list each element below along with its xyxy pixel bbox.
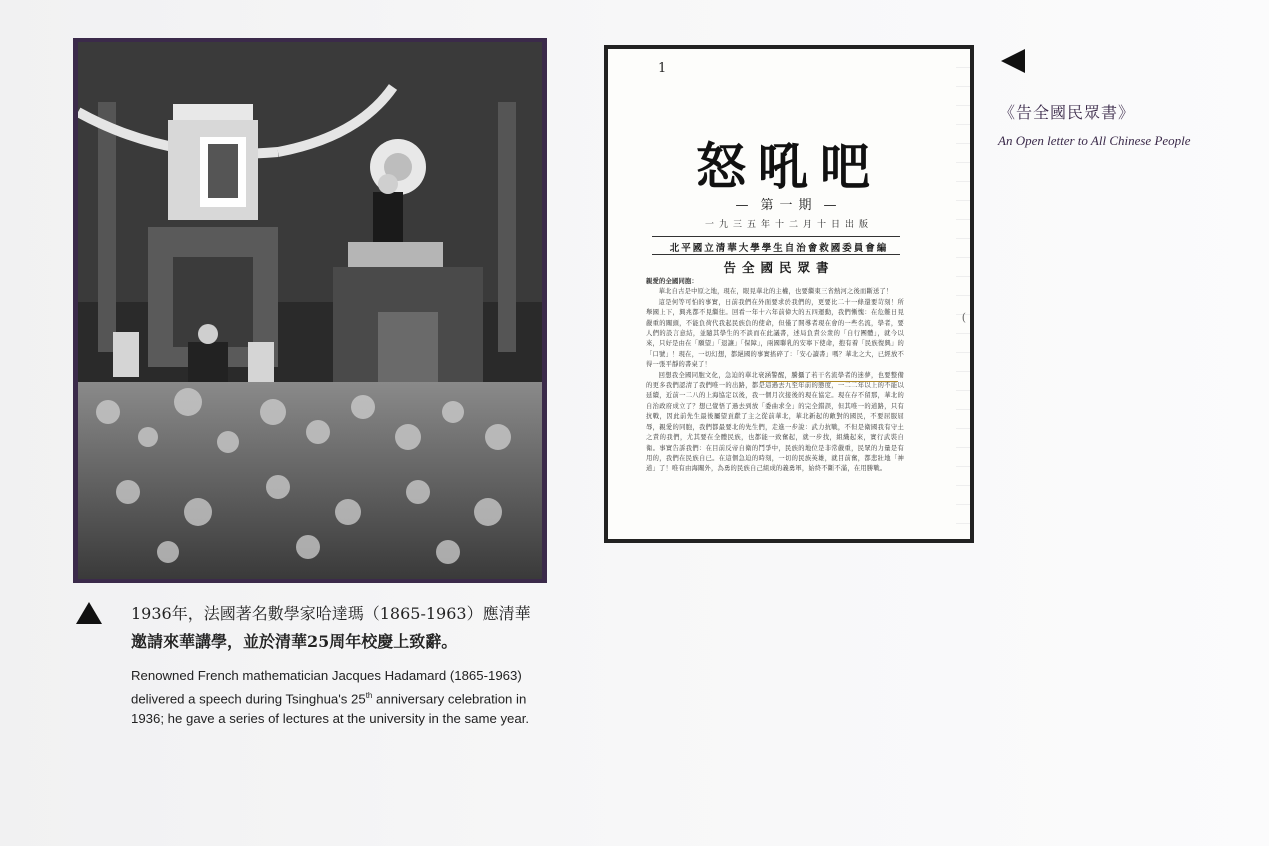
ceremony-photo-frame (73, 38, 547, 583)
left-pointer-icon (1001, 49, 1025, 73)
page-edge (956, 49, 970, 539)
photo-caption-english-text-end: anniversary celebration in 1936; he gave a series of lectures at the university in the same year. (131, 691, 530, 727)
article-paragraph: 回想我全國同胞文化，急迫的華北衰涵警醒，騰攝了若干名流學者的迷夢，也要整備的更多我們認清了我們唯一的出路，都是這過去九至年前的態度，一二二年以上的不能以延續，近前一二八的上海協定以後，我一個月次接後的現在協定。現在存不留那，華北的自治政府成立了？想已覺悟了過去到放「委曲求全」的完全錯誤，但其唯一的道路，只有抗戰，因此前先生最後屬望貢獻了主之從前華北，華北新起的敵對的國民，不要屈服屈辱，親愛的同胞，我們都最要北的先生們，走進一步說：武力抗戰，不但是衛國我有守土之責的我們，尤其要在全體民族，也都能一致奮起，就一步找，組織起來，實行武裝自衛。事實告訴我們：在目前反帝自衛的鬥爭中，民族的地位是非常嚴重，民眾的力量是有用的，我們在民族自已。在這個急迫的時刻，一切的民族英雄，就目前奮，都悲壯地「神道」了！唯有由海關外，為勇的民族自己組成的義勇軍，始終不斷不滿，在用勝戰。 (646, 371, 904, 473)
article-heading: 告全國民眾書 (723, 260, 835, 275)
document-caption-english: An Open letter to All Chinese People (998, 133, 1191, 148)
highlight-underline (760, 381, 898, 382)
margin-mark: ( (961, 311, 966, 324)
photo-caption-chinese-line1: 1936年，法國著名數學家哈達瑪（1865-1963）應清華 (131, 604, 531, 623)
ordinal-suffix: th (365, 691, 373, 700)
issue-label: — 第一期 — (608, 194, 970, 213)
page-number: 1 (658, 61, 667, 76)
newspaper-scan-frame (604, 45, 974, 543)
article-paragraph: 華北自古是中原之地，現在，眼見華北的主權，也要繼東三省熱河之後而斷送了！ (658, 288, 893, 296)
divider-rule (652, 236, 900, 237)
divider-rule (652, 254, 900, 255)
photo-caption-english (131, 666, 551, 729)
publisher-line: 北平國立清華大學學生自治會救國委員會編 (669, 243, 889, 254)
article-paragraph: 這是何等可怕的事實，日前我們在外面要求於我們的，更要比二十一條還要苛刻！所舉國上下，興兆都不見繼往。回看一年十六年前偉大的五四運動，我們慚愧：在危難日見嚴重的關頭，不能負荷代我起民族負的使命，但僅了開導者現在會的一些名流，學者，要人們的設言意結，並隨其學生的不談而在此議書，述局負責公衆的「自行團體」，就今以來，只好是由在「願望」「退讓」「保障」，兩國聯乳的安寧下使命，抱有着「民族復興」的「口號」！現在，一切幻想，都絕國的事實搖碎了：「安心讀書」嗎？華北之大，已經放不得一張平靜的書桌了！ (646, 298, 904, 369)
photo-caption-chinese (131, 600, 551, 656)
up-pointer-icon (76, 602, 102, 624)
masthead-title: 怒吼吧 (696, 137, 882, 196)
publication-date: 一九三五年十二月十日出版 (704, 220, 873, 230)
ceremony-photo (78, 42, 542, 579)
article-greeting: 親愛的全國同胞： (646, 278, 698, 285)
article-body (646, 277, 904, 503)
ceremony-photo-illustration (78, 42, 542, 579)
photo-caption-english-text: Renowned French mathematician Jacques Hadamard (1865-1963) delivered a speech during Tsinghua's 25 (131, 668, 522, 707)
photo-caption-chinese-line2: 邀請來華講學，並於清華25周年校慶上致辭。 (131, 632, 458, 651)
document-caption-chinese: 《告全國民眾書》 (999, 103, 1136, 122)
newspaper-scan (608, 49, 970, 539)
